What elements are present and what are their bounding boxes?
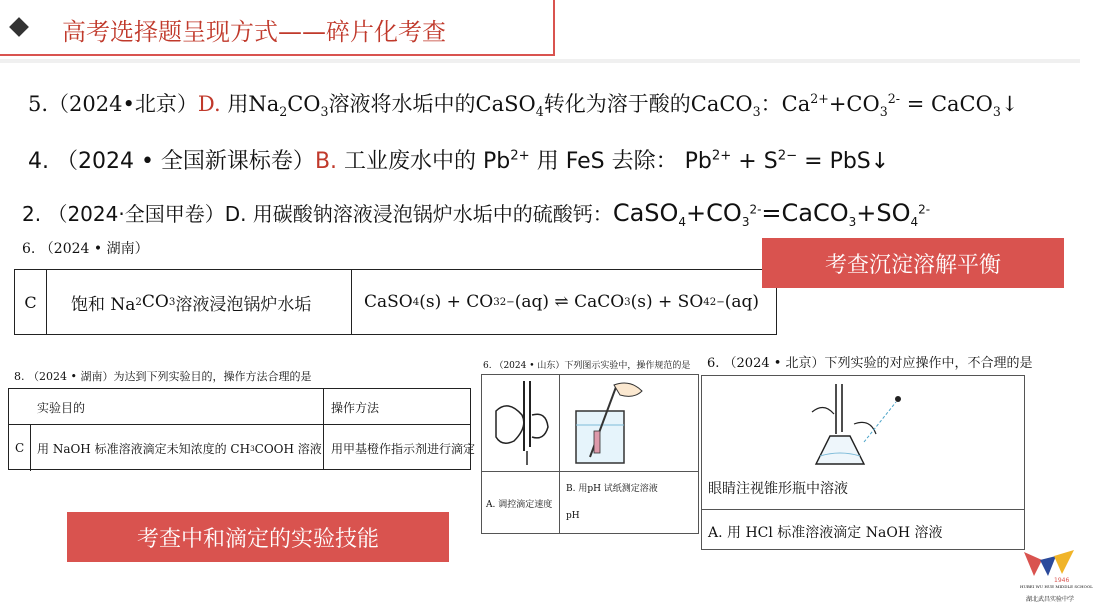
shandong-figure-box (481, 374, 699, 534)
header-purpose: 实验目的 (37, 400, 86, 415)
logo-year: 1946 (1054, 577, 1070, 584)
question-hunan-6-label: 6. （2024 • 湖南） (22, 241, 149, 257)
shandong-option-b-ph: pH (566, 511, 580, 521)
option-letter: C (15, 270, 47, 334)
question-shandong-6: 6. （2024 • 山东）下列图示实验中，操作规范的是 (483, 361, 691, 371)
question-beijing-5: 5.（2024•北京）D. 用$Na_2CO_3$溶液将水垢中的CaSO$_4$转化为溶于酸的CaCO$_3$：$Ca^{2+}+CO_3^{2-}$ = CaCO$_3$↓ (28, 91, 1019, 120)
option-description: 饱和 Na 2 CO 3 溶液浸泡锅炉水垢 (47, 270, 352, 334)
logo-chinese: 湖北武昌实验中学 (1026, 596, 1075, 603)
shandong-option-a: A. 调控滴定速度 (486, 500, 553, 510)
option-equation: CaSO 4 (s) + CO 3 2− (aq) ⇌ CaCO 3 (s) + SO 4 2− (aq) (364, 292, 760, 312)
option-letter: C (15, 441, 25, 455)
beijing-caption: 眼睛注视锥形瓶中溶液 (708, 481, 848, 497)
question-hunan-8: 8. （2024 • 湖南）为达到下列实验目的，操作方法合理的是 (14, 370, 312, 383)
question-beijing-6: 6. （2024 • 北京）下列实验的对应操作中，不合理的是 (707, 356, 1033, 371)
table-cell-purpose: 用 NaOH 标准溶液滴定未知浓度的 CH 3 COOH 溶液 (37, 441, 322, 456)
table-cell-method: 用甲基橙作指示剂进行滴定 (331, 441, 476, 456)
question-jia-2: 2. （2024·全国甲卷）D. 用碳酸钠溶液浸泡锅炉水垢中的硫酸钙：$CaSO_4+CO_3^{2-}=CaCO_3+SO_4^{2-}$ (22, 199, 931, 229)
ph-paper-beaker-illustration (568, 381, 694, 467)
topic-tag-precipitation: 考查沉淀溶解平衡 (762, 238, 1064, 288)
school-logo-mark-icon (1020, 546, 1078, 584)
shandong-option-b: B. 用pH 试纸测定溶液 (566, 484, 658, 494)
title-divider (0, 59, 1080, 63)
page-title: 高考选择题呈现方式——碎片化考查 (62, 18, 446, 46)
hunan-option-table (14, 269, 777, 335)
school-logo (1020, 546, 1093, 606)
beijing-figure-box (701, 375, 1025, 550)
header-method: 操作方法 (331, 400, 380, 415)
hunan-8-table (8, 388, 476, 470)
beijing-option-a: A. 用 HCl 标准溶液滴定 NaOH 溶液 (708, 525, 943, 541)
titration-flask-illustration (792, 384, 922, 472)
question-national-4: 4. （2024 • 全国新课标卷）B. 工业废水中的 $Pb^{2+}$ 用 FeS 去除： $Pb^{2+} + S^{2-}$ = PbS↓ (28, 148, 890, 174)
logo-english: HUBEI WU HUE MIDDLE SCHOOL (1020, 584, 1093, 589)
topic-tag-titration: 考查中和滴定的实验技能 (67, 512, 449, 562)
burette-hand-illustration (488, 381, 554, 467)
